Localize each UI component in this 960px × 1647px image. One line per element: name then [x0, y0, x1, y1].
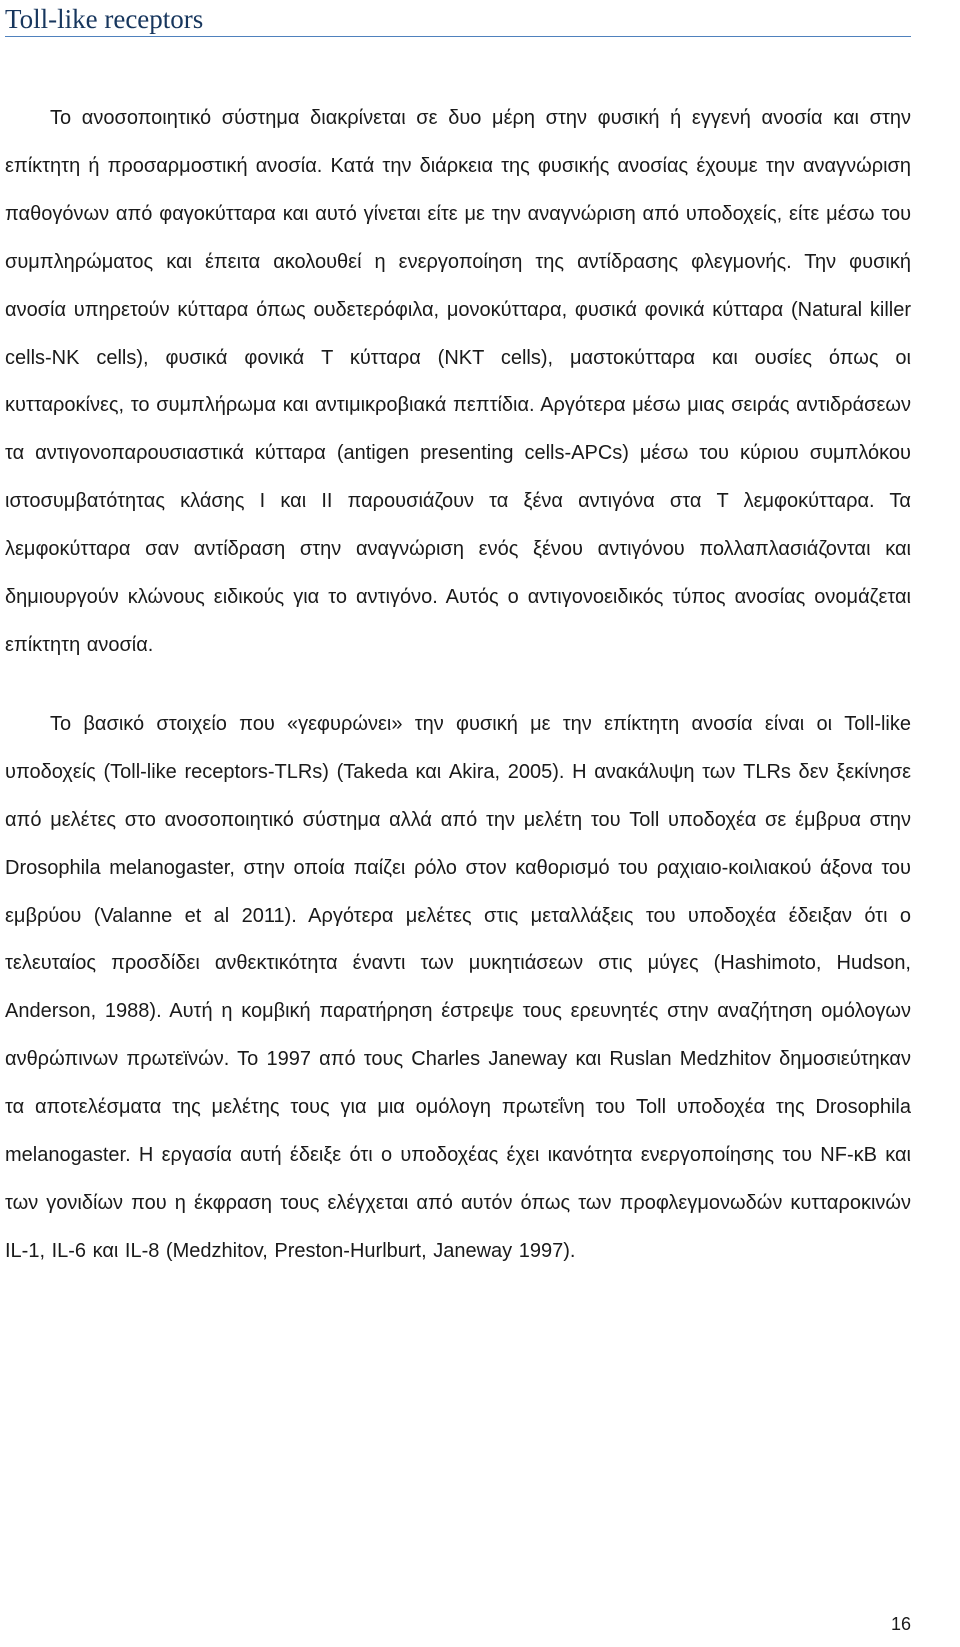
- page-number: 16: [890, 1614, 911, 1634]
- document-page: [5, 0, 911, 1647]
- paragraph-toll-like-receptors: Το βασικό στοιχείο που «γεφυρώνει» την φυσική με την επίκτητη ανοσία είναι οι Toll-like υποδοχείς (Toll-like receptors-TLRs) (Takeda και Akira, 2005). Η ανακάλυψη των TLRs δεν ξεκίνησε από μελέτες στο ανοσοποιητικό σύστημα αλλά από την μελέτη του Toll υποδοχέα σε έμβρυα στην Drosophila melanogaster, στην οποία παίζει ρόλο στον καθορισμό του ραχιαιο-κοιλιακού άξονα του εμβρύου (Valanne et al 2011). Αργότερα μελέτες στις μεταλλάξεις του υποδοχέα έδειξαν ότι ο τελευταίος προσδίδει ανθεκτικότητα έναντι των μυκητιάσεων στις μύγες (Hashimoto, Hudson, Anderson, 1988). Αυτή η κομβική παρατήρηση έστρεψε τους ερευνητές στην αναζήτηση ομόλογων ανθρώπινων πρωτεϊνών. Το 1997 από τους Charles Janeway και Ruslan Medzhitov δημοσιεύτηκαν τα αποτελέσματα της μελέτης τους για μια ομόλογη πρωτεΐνη του Toll υποδοχέα της Drosophila melanogaster. Η εργασία αυτή έδειξε ότι ο υποδοχέας έχει ικανότητα ενεργοποίησης του NF-κB και των γονιδίων που η έκφραση τους ελέγχεται από αυτόν όπως των προφλεγμονωδών κυτταροκινών IL-1, IL-6 και IL-8 (Medzhitov, Preston-Hurlburt, Janeway 1997).: [5, 712, 911, 1262]
- section-title: Toll-like receptors: [5, 0, 911, 37]
- paragraph-innate-adaptive-immunity: Το ανοσοποιητικό σύστημα διακρίνεται σε δυο μέρη στην φυσική ή εγγενή ανοσία και στην επίκτητη ή προσαρμοστική ανοσία. Κατά την διάρκεια της φυσικής ανοσίας έχουμε την αναγνώριση παθογόνων από φαγοκύτταρα και αυτό γίνεται είτε με την αναγνώριση από υποδοχείς, είτε μέσω του συμπληρώματος και έπειτα ακολουθεί η ενεργοποίηση της αντίδρασης φλεγμονής. Την φυσική ανοσία υπηρετούν κύτταρα όπως ουδετερόφιλα, μονοκύτταρα, φυσικά φονικά κύτταρα (Natural killer cells-NK cells), φυσικά φονικά T κύτταρα (NKT cells), μαστοκύτταρα και ουσίες όπως οι κυτταροκίνες, το συμπλήρωμα και αντιμικροβιακά πεπτίδια. Αργότερα μέσω μιας σειράς αντιδράσεων τα αντιγονοπαρουσιαστικά κύτταρα (antigen presenting cells-APCs) μέσω του κύριου συμπλόκου ιστοσυμβατότητας κλάσης I και II παρουσιάζουν τα ξένα αντιγόνα στα T λεμφοκύτταρα. Τα λεμφοκύτταρα σαν αντίδραση στην αναγνώριση ενός ξένου αντιγόνου πολλαπλασιάζονται και δημιουργούν κλώνους ειδικούς για το αντιγόνο. Αυτός ο αντιγονοειδικός τύπος ανοσίας ονομάζεται επίκτητη ανοσία.: [5, 107, 911, 656]
